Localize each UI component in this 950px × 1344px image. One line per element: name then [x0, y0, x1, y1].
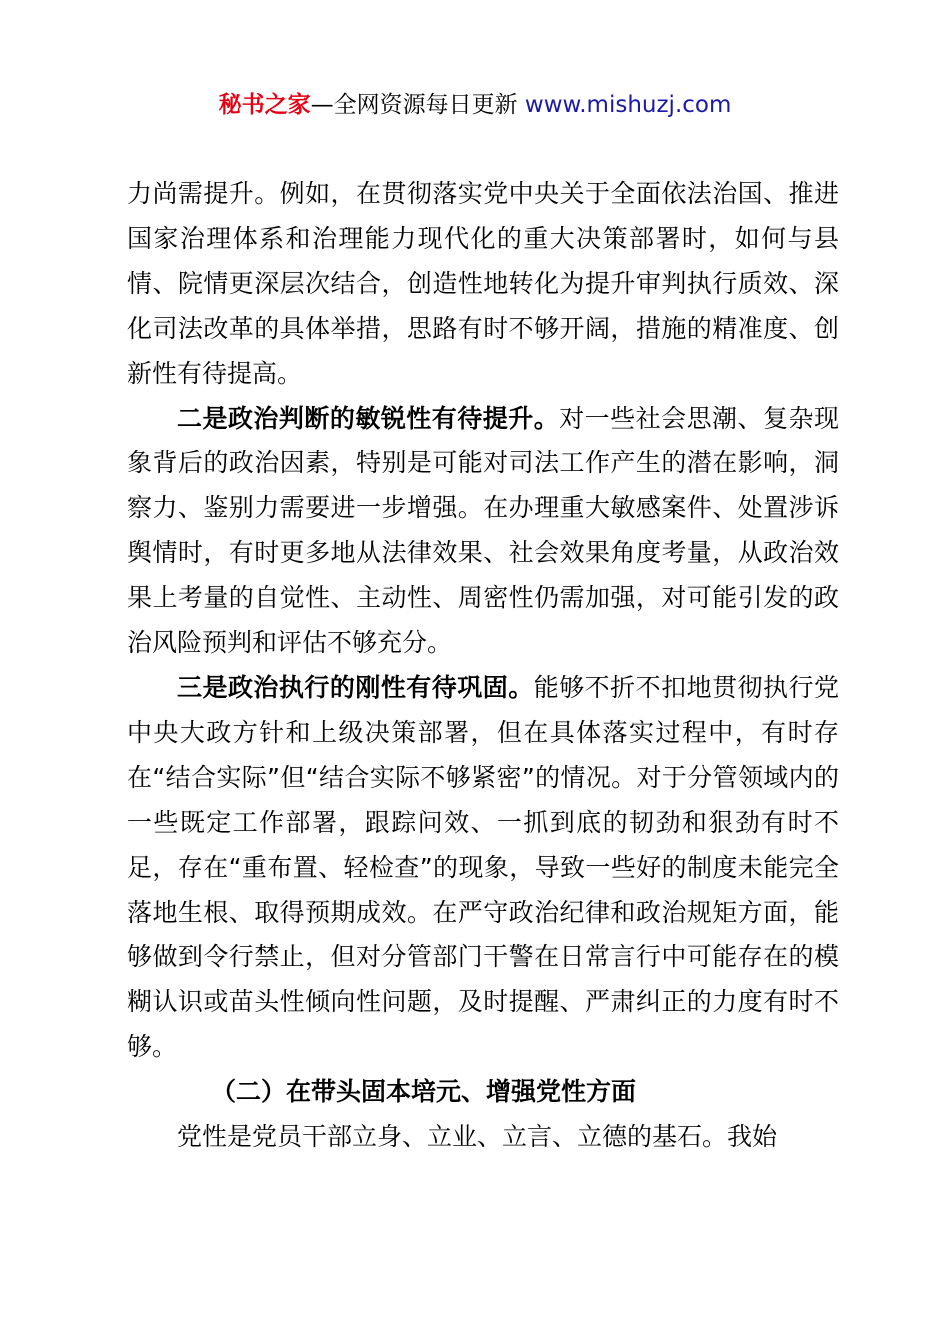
- paragraph-political-execution: [127, 666, 839, 1070]
- document-body: [127, 172, 839, 1160]
- paragraph-lead-bold: 二是政治判断的敏锐性有待提升。: [177, 403, 560, 433]
- paragraph-political-judgment: [127, 397, 839, 666]
- paragraph-text: 能够不折不扣地贯彻执行党中央大政方针和上级决策部署，但在具体落实过程中，有时存在“结合实际”但“结合实际不够紧密”的情况。对于分管领域内的一些既定工作部署，跟踪问效、一抓到底的韧劲和狠劲有时不足，存在“重布置、轻检查”的现象，导致一些好的制度未能完全落地生根、取得预期成效。在严守政治纪律和政治规矩方面，能够做到令行禁止，但对分管部门干警在日常言行中可能存在的模糊认识或苗头性倾向性问题，及时提醒、严肃纠正的力度有时不够。: [127, 672, 839, 1062]
- paragraph-party-spirit: 党性是党员干部立身、立业、立言、立德的基石。我始: [177, 1122, 778, 1152]
- section-subheading: （二）在带头固本培元、增强党性方面: [211, 1077, 637, 1107]
- paragraph-text: 对一些社会思潮、复杂现象背后的政治因素，特别是可能对司法工作产生的潜在影响，洞察力、鉴别力需要进一步增强。在办理重大敏感案件、处置涉诉舆情时，有时更多地从法律效果、社会效果角度考量，从政治效果上考量的自觉性、主动性、周密性仍需加强，对可能引发的政治风险预判和评估不够充分。: [127, 403, 839, 658]
- paragraph-continuation: 力尚需提升。例如，在贯彻落实党中央关于全面依法治国、推进国家治理体系和治理能力现代化的重大决策部署时，如何与县情、院情更深层次结合，创造性地转化为提升审判执行质效、深化司法改革的具体举措，思路有时不够开阔，措施的精准度、创新性有待提高。: [127, 179, 839, 388]
- paragraph-lead-bold: 三是政治执行的刚性有待巩固。: [177, 672, 534, 702]
- page-header: [0, 88, 950, 122]
- header-tagline: —全网资源每日更新: [310, 92, 525, 118]
- header-brand: 秘书之家: [218, 92, 311, 118]
- header-url-link[interactable]: www.mishuzj.com: [524, 92, 732, 118]
